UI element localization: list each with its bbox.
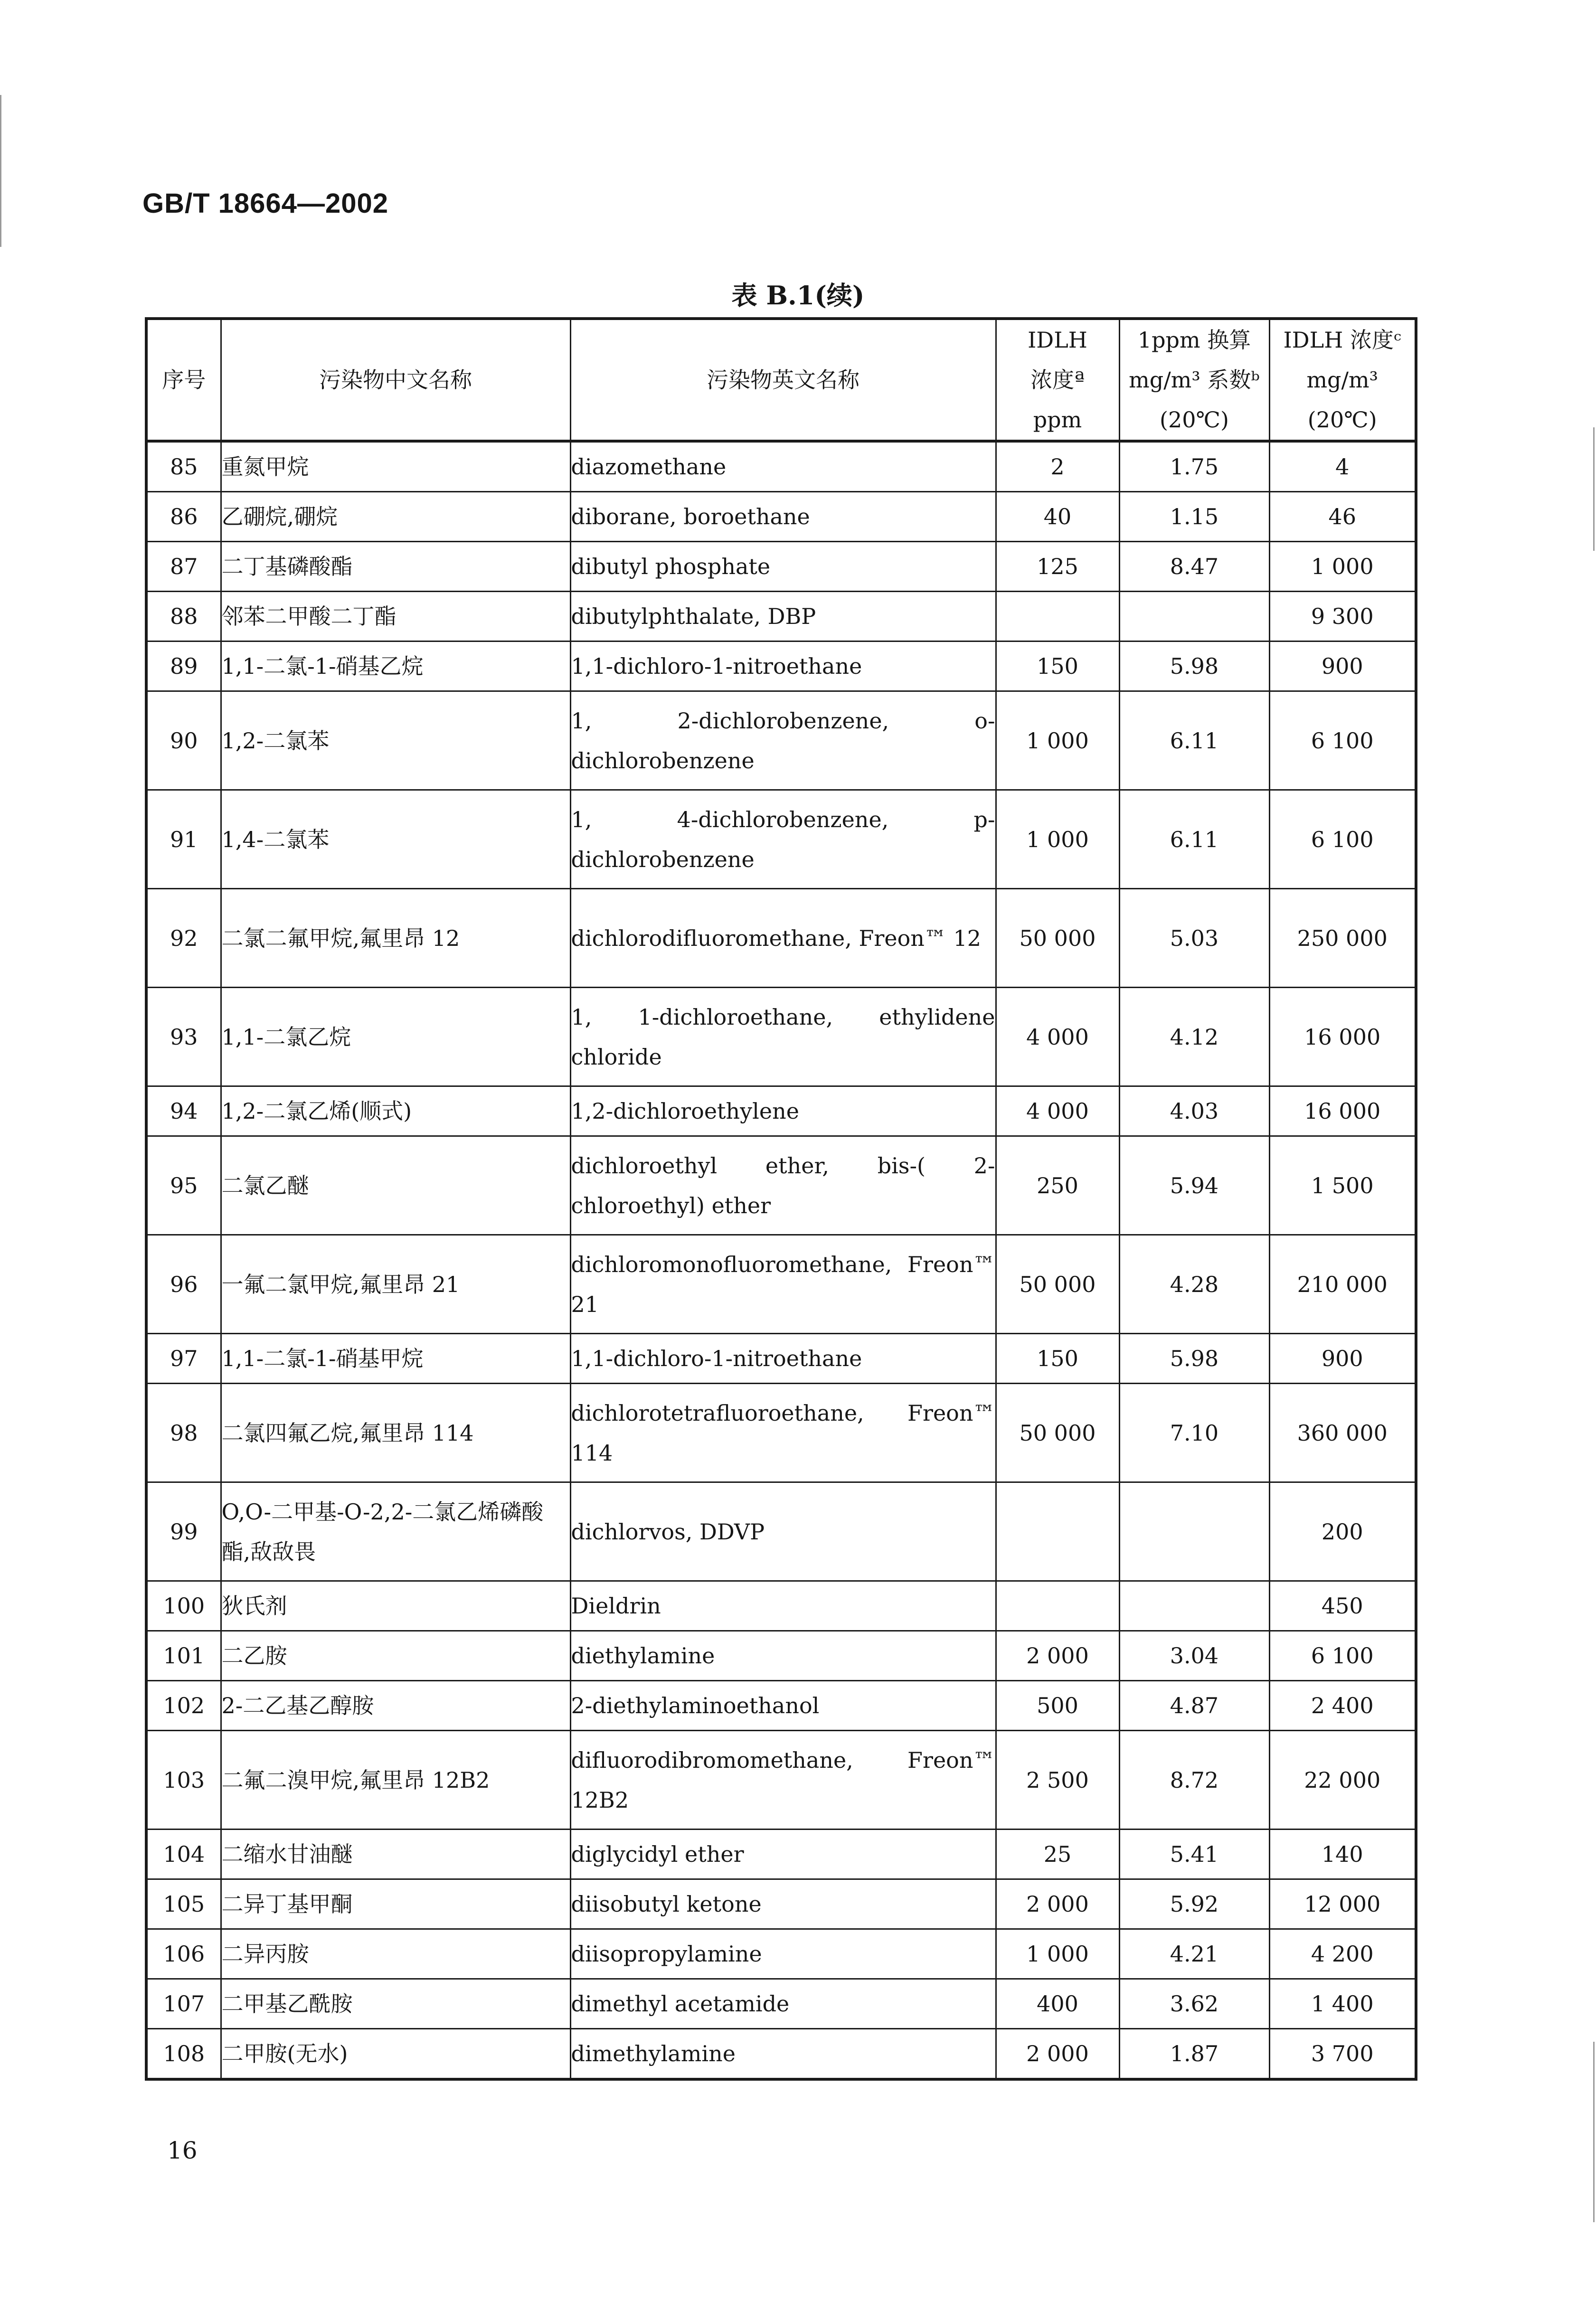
chinese-name-cell: 二丁基磷酸酯 [221, 542, 570, 592]
english-name-cell: 1,2-dichloroethylene [570, 1086, 996, 1136]
idlh-ppm-cell: 150 [996, 641, 1119, 691]
col-header-conversion-factor [1119, 319, 1269, 441]
idlh-mg-m3-cell: 6 100 [1269, 1631, 1416, 1681]
col-header-no: 序号 [146, 319, 221, 441]
conversion-factor-cell: 6.11 [1119, 790, 1269, 889]
table-row [146, 889, 1416, 988]
idlh-mg-m3-cell: 2 400 [1269, 1681, 1416, 1731]
chinese-name-cell: 二氟二溴甲烷,氟里昂 12B2 [221, 1731, 570, 1830]
chinese-name-cell: 二氯二氟甲烷,氟里昂 12 [221, 889, 570, 988]
row-number-cell: 99 [146, 1482, 221, 1581]
table-row [146, 1681, 1416, 1731]
scan-edge-mark [1593, 2042, 1595, 2222]
conversion-factor-cell: 5.94 [1119, 1136, 1269, 1235]
idlh-mg-m3-cell: 46 [1269, 492, 1416, 542]
chinese-name-cell: 1,2-二氯苯 [221, 691, 570, 790]
table-row [146, 1581, 1416, 1631]
scan-edge-mark [0, 95, 1, 247]
english-name-cell: difluorodibromomethane, Freon™ 12B2 [570, 1731, 996, 1830]
row-number-cell: 100 [146, 1581, 221, 1631]
chinese-name-cell: 邻苯二甲酸二丁酯 [221, 592, 570, 641]
chinese-name-cell: 1,1-二氯-1-硝基甲烷 [221, 1334, 570, 1384]
row-number-cell: 103 [146, 1731, 221, 1830]
table-row [146, 441, 1416, 492]
idlh-ppm-cell: 1 000 [996, 790, 1119, 889]
chinese-name-cell: 二氯四氟乙烷,氟里昂 114 [221, 1384, 570, 1482]
chinese-name-cell: 1,2-二氯乙烯(顺式) [221, 1086, 570, 1136]
idlh-mg-m3-cell: 6 100 [1269, 790, 1416, 889]
chinese-name-cell: 二异丙胺 [221, 1929, 570, 1979]
english-name-cell: 1, 1-dichloroethane, ethylidene chloride [570, 988, 996, 1086]
conversion-factor-cell: 4.03 [1119, 1086, 1269, 1136]
row-number-cell: 93 [146, 988, 221, 1086]
idlh-mg-m3-cell: 16 000 [1269, 1086, 1416, 1136]
row-number-cell: 102 [146, 1681, 221, 1731]
english-name-cell: diborane, boroethane [570, 492, 996, 542]
idlh-mg-m3-cell: 3 700 [1269, 2029, 1416, 2080]
row-number-cell: 106 [146, 1929, 221, 1979]
col-header-cn-name: 污染物中文名称 [221, 319, 570, 441]
chinese-name-cell: 1,4-二氯苯 [221, 790, 570, 889]
idlh-ppm-cell: 4 000 [996, 988, 1119, 1086]
conversion-factor-cell [1119, 1581, 1269, 1631]
conversion-factor-cell: 5.92 [1119, 1879, 1269, 1929]
idlh-mg-m3-cell: 1 500 [1269, 1136, 1416, 1235]
row-number-cell: 95 [146, 1136, 221, 1235]
idlh-ppm-cell: 2 000 [996, 1631, 1119, 1681]
chinese-name-cell: 2-二乙基乙醇胺 [221, 1681, 570, 1731]
idlh-ppm-cell: 1 000 [996, 691, 1119, 790]
english-name-cell: 1,1-dichloro-1-nitroethane [570, 641, 996, 691]
table-row [146, 592, 1416, 641]
conversion-factor-cell: 3.62 [1119, 1979, 1269, 2029]
header-line: IDLH [1028, 327, 1087, 353]
idlh-mg-m3-cell: 900 [1269, 1334, 1416, 1384]
table-caption: 表 B.1(续) [731, 280, 865, 311]
idlh-ppm-cell: 40 [996, 492, 1119, 542]
table-row [146, 1334, 1416, 1384]
conversion-factor-cell: 1.87 [1119, 2029, 1269, 2080]
table-row [146, 1136, 1416, 1235]
idlh-mg-m3-cell: 9 300 [1269, 592, 1416, 641]
row-number-cell: 91 [146, 790, 221, 889]
conversion-factor-cell [1119, 1482, 1269, 1581]
chinese-name-cell: 一氟二氯甲烷,氟里昂 21 [221, 1235, 570, 1334]
header-line: (20℃) [1160, 407, 1229, 433]
idlh-ppm-cell: 25 [996, 1830, 1119, 1879]
idlh-mg-m3-cell: 16 000 [1269, 988, 1416, 1086]
chinese-name-cell: 重氮甲烷 [221, 441, 570, 492]
table-row [146, 790, 1416, 889]
row-number-cell: 97 [146, 1334, 221, 1384]
chinese-name-cell: 二乙胺 [221, 1631, 570, 1681]
idlh-ppm-cell: 50 000 [996, 1235, 1119, 1334]
table-row [146, 492, 1416, 542]
idlh-mg-m3-cell: 1 400 [1269, 1979, 1416, 2029]
table-row [146, 1384, 1416, 1482]
table-row [146, 2029, 1416, 2080]
idlh-mg-m3-cell: 6 100 [1269, 691, 1416, 790]
english-name-cell: dichlorotetrafluoroethane, Freon™ 114 [570, 1384, 996, 1482]
table-row [146, 1235, 1416, 1334]
english-name-cell: dimethyl acetamide [570, 1979, 996, 2029]
conversion-factor-cell: 5.98 [1119, 641, 1269, 691]
col-header-en-name: 污染物英文名称 [570, 319, 996, 441]
idlh-ppm-cell [996, 1581, 1119, 1631]
english-name-cell: 2-diethylaminoethanol [570, 1681, 996, 1731]
col-header-idlh-ppm [996, 319, 1119, 441]
row-number-cell: 85 [146, 441, 221, 492]
idlh-ppm-cell: 4 000 [996, 1086, 1119, 1136]
table-row [146, 542, 1416, 592]
idlh-ppm-cell: 125 [996, 542, 1119, 592]
table-row [146, 1731, 1416, 1830]
english-name-cell: diethylamine [570, 1631, 996, 1681]
table-row [146, 1979, 1416, 2029]
idlh-ppm-cell: 150 [996, 1334, 1119, 1384]
header-line: IDLH 浓度ᶜ [1283, 327, 1401, 353]
english-name-cell: 1, 4-dichlorobenzene, p-dichlorobenzene [570, 790, 996, 889]
idlh-ppm-cell: 50 000 [996, 1384, 1119, 1482]
idlh-mg-m3-cell: 22 000 [1269, 1731, 1416, 1830]
idlh-mg-m3-cell: 250 000 [1269, 889, 1416, 988]
idlh-ppm-cell [996, 1482, 1119, 1581]
english-name-cell: dichlorodifluoromethane, Freon™ 12 [570, 889, 996, 988]
standard-number: GB/T 18664—2002 [142, 188, 388, 219]
page-number: 16 [167, 2137, 198, 2164]
header-line: ppm [1033, 407, 1082, 433]
english-name-cell: diisopropylamine [570, 1929, 996, 1979]
chinese-name-cell: 二甲基乙酰胺 [221, 1979, 570, 2029]
conversion-factor-cell: 5.03 [1119, 889, 1269, 988]
idlh-mg-m3-cell: 360 000 [1269, 1384, 1416, 1482]
row-number-cell: 86 [146, 492, 221, 542]
table-row [146, 1482, 1416, 1581]
row-number-cell: 94 [146, 1086, 221, 1136]
idlh-ppm-cell: 1 000 [996, 1929, 1119, 1979]
english-name-cell: dichlorvos, DDVP [570, 1482, 996, 1581]
idlh-mg-m3-cell: 450 [1269, 1581, 1416, 1631]
row-number-cell: 108 [146, 2029, 221, 2080]
english-name-cell: dibutyl phosphate [570, 542, 996, 592]
english-name-cell: dichloromonofluoromethane, Freon™ 21 [570, 1235, 996, 1334]
row-number-cell: 87 [146, 542, 221, 592]
english-name-cell: dibutylphthalate, DBP [570, 592, 996, 641]
chinese-name-cell: 乙硼烷,硼烷 [221, 492, 570, 542]
chinese-name-cell: 二缩水甘油醚 [221, 1830, 570, 1879]
row-number-cell: 105 [146, 1879, 221, 1929]
conversion-factor-cell: 4.28 [1119, 1235, 1269, 1334]
idlh-ppm-cell: 500 [996, 1681, 1119, 1731]
row-number-cell: 90 [146, 691, 221, 790]
conversion-factor-cell: 8.47 [1119, 542, 1269, 592]
row-number-cell: 96 [146, 1235, 221, 1334]
chinese-name-cell: 二氯乙醚 [221, 1136, 570, 1235]
row-number-cell: 101 [146, 1631, 221, 1681]
idlh-ppm-cell: 50 000 [996, 889, 1119, 988]
row-number-cell: 92 [146, 889, 221, 988]
row-number-cell: 98 [146, 1384, 221, 1482]
english-name-cell: Dieldrin [570, 1581, 996, 1631]
header-line: mg/m³ [1306, 367, 1379, 393]
idlh-ppm-cell: 250 [996, 1136, 1119, 1235]
table-row [146, 1631, 1416, 1681]
idlh-mg-m3-cell: 12 000 [1269, 1879, 1416, 1929]
idlh-mg-m3-cell: 140 [1269, 1830, 1416, 1879]
header-line: 浓度ª [1030, 367, 1085, 393]
row-number-cell: 88 [146, 592, 221, 641]
english-name-cell: diisobutyl ketone [570, 1879, 996, 1929]
english-name-cell: dichloroethyl ether, bis-( 2-chloroethyl) ether [570, 1136, 996, 1235]
conversion-factor-cell: 7.10 [1119, 1384, 1269, 1482]
idlh-ppm-cell: 2 500 [996, 1731, 1119, 1830]
english-name-cell: diglycidyl ether [570, 1830, 996, 1879]
conversion-factor-cell: 3.04 [1119, 1631, 1269, 1681]
table-row [146, 1879, 1416, 1929]
idlh-ppm-cell [996, 592, 1119, 641]
idlh-mg-m3-cell: 4 [1269, 441, 1416, 492]
idlh-ppm-cell: 2 000 [996, 1879, 1119, 1929]
scan-edge-mark [1593, 427, 1595, 551]
idlh-table [145, 317, 1417, 2081]
conversion-factor-cell: 6.11 [1119, 691, 1269, 790]
chinese-name-cell: 1,1-二氯-1-硝基乙烷 [221, 641, 570, 691]
idlh-ppm-cell: 2 [996, 441, 1119, 492]
english-name-cell: diazomethane [570, 441, 996, 492]
header-line: 1ppm 换算 [1137, 327, 1251, 353]
conversion-factor-cell [1119, 592, 1269, 641]
conversion-factor-cell: 8.72 [1119, 1731, 1269, 1830]
idlh-mg-m3-cell: 900 [1269, 641, 1416, 691]
chinese-name-cell: 1,1-二氯乙烷 [221, 988, 570, 1086]
table-row [146, 1830, 1416, 1879]
table-row [146, 988, 1416, 1086]
conversion-factor-cell: 1.15 [1119, 492, 1269, 542]
header-line: (20℃) [1307, 407, 1377, 433]
conversion-factor-cell: 4.87 [1119, 1681, 1269, 1731]
table-row [146, 1086, 1416, 1136]
table-body [146, 441, 1416, 2079]
english-name-cell: 1, 2-dichlorobenzene, o-dichlorobenzene [570, 691, 996, 790]
table-row [146, 1929, 1416, 1979]
idlh-mg-m3-cell: 4 200 [1269, 1929, 1416, 1979]
conversion-factor-cell: 4.12 [1119, 988, 1269, 1086]
col-header-idlh-mg [1269, 319, 1416, 441]
table-header-row [146, 319, 1416, 441]
conversion-factor-cell: 5.98 [1119, 1334, 1269, 1384]
row-number-cell: 107 [146, 1979, 221, 2029]
table-row [146, 691, 1416, 790]
table-row [146, 641, 1416, 691]
chinese-name-cell: 二甲胺(无水) [221, 2029, 570, 2080]
conversion-factor-cell: 5.41 [1119, 1830, 1269, 1879]
idlh-ppm-cell: 2 000 [996, 2029, 1119, 2080]
chinese-name-cell: O,O-二甲基-O-2,2-二氯乙烯磷酸酯,敌敌畏 [221, 1482, 570, 1581]
chinese-name-cell: 二异丁基甲酮 [221, 1879, 570, 1929]
idlh-mg-m3-cell: 1 000 [1269, 542, 1416, 592]
conversion-factor-cell: 4.21 [1119, 1929, 1269, 1979]
idlh-mg-m3-cell: 200 [1269, 1482, 1416, 1581]
header-line: mg/m³ 系数ᵇ [1129, 367, 1260, 393]
row-number-cell: 89 [146, 641, 221, 691]
idlh-mg-m3-cell: 210 000 [1269, 1235, 1416, 1334]
chinese-name-cell: 狄氏剂 [221, 1581, 570, 1631]
row-number-cell: 104 [146, 1830, 221, 1879]
english-name-cell: 1,1-dichloro-1-nitroethane [570, 1334, 996, 1384]
conversion-factor-cell: 1.75 [1119, 441, 1269, 492]
english-name-cell: dimethylamine [570, 2029, 996, 2080]
idlh-ppm-cell: 400 [996, 1979, 1119, 2029]
